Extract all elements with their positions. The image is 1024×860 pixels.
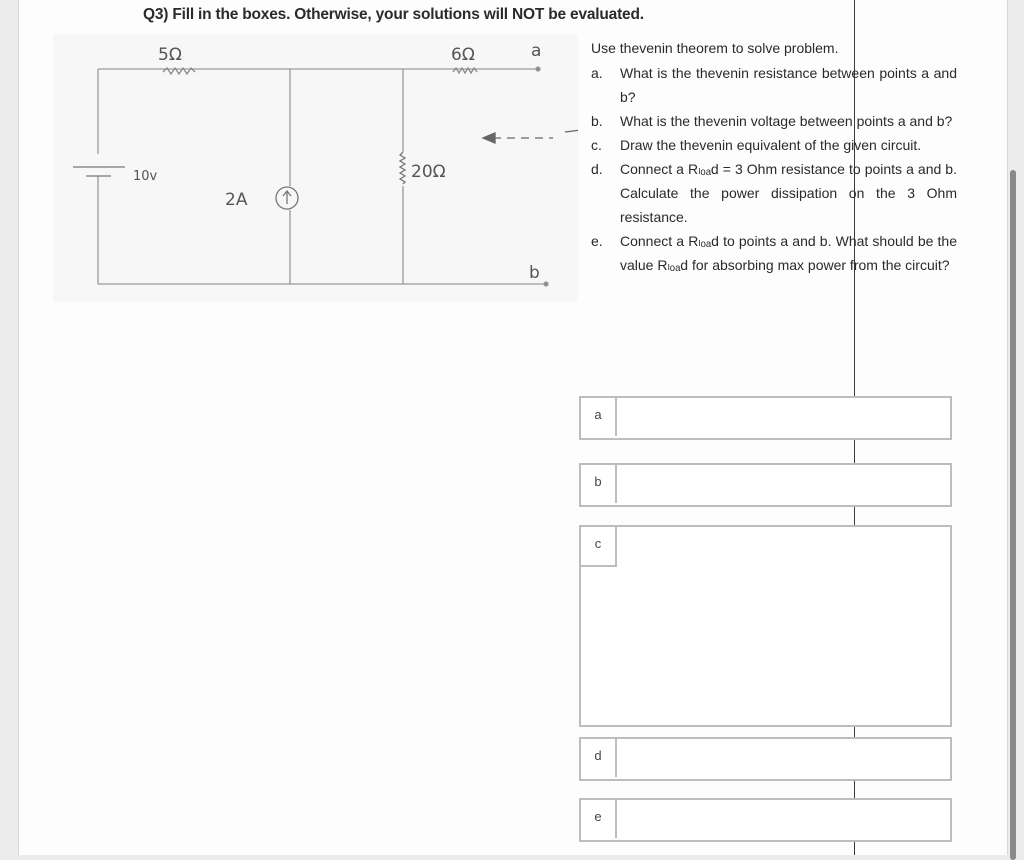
label-node-a: a [531, 41, 542, 61]
question-a [591, 61, 957, 109]
answer-box-b-field[interactable] [619, 465, 950, 505]
question-text [591, 36, 957, 277]
terminal-a [536, 67, 540, 71]
question-c-marker: c. [591, 137, 602, 153]
label-10v: 10v [133, 169, 158, 184]
question-b [591, 109, 957, 133]
answer-box-a-label: a [581, 398, 617, 436]
label-2a: 2A [225, 190, 248, 210]
answer-box-d [579, 737, 952, 781]
answer-box-c [579, 525, 952, 727]
intro-text: Use thevenin theorem to solve problem. [591, 40, 839, 56]
question-list [591, 61, 957, 277]
label-20-ohm: 20Ω [411, 162, 446, 182]
question-b-marker: b. [591, 113, 603, 129]
answer-box-e-label: e [581, 800, 617, 838]
answer-box-b [579, 463, 952, 507]
answer-box-d-field[interactable] [619, 739, 950, 779]
question-title: Q3) Fill in the boxes. Otherwise, your solutions will NOT be evaluated. [143, 6, 644, 23]
answer-box-c-label: c [581, 527, 617, 567]
scrollbar[interactable] [1010, 170, 1016, 860]
answer-box-e-field[interactable] [619, 800, 950, 840]
answer-box-d-label: d [581, 739, 617, 777]
question-d-text: Connect a Rₗₒₐd = 3 Ohm resistance to points a and b. Calculate the power dissipation on the 3 Ohm resistance. [620, 161, 957, 225]
question-a-text: What is the thevenin resistance between points a and b? [620, 65, 957, 105]
circuit-diagram [53, 34, 578, 304]
label-6-ohm: 6Ω [451, 45, 475, 65]
answer-box-a [579, 396, 952, 440]
question-e-marker: e. [591, 233, 603, 249]
answer-box-e [579, 798, 952, 842]
label-node-b: b [529, 263, 540, 283]
answer-box-b-label: b [581, 465, 617, 503]
terminal-b [544, 282, 548, 286]
question-d-marker: d. [591, 161, 603, 177]
diagram-background [53, 34, 578, 302]
question-b-text: What is the thevenin voltage between points a and b? [620, 113, 953, 129]
question-c [591, 133, 957, 157]
label-5-ohm: 5Ω [158, 45, 182, 65]
question-e [591, 229, 957, 277]
question-e-text: Connect a Rₗₒₐd to points a and b. What should be the value Rₗₒₐd for absorbing max power from the circuit? [620, 233, 957, 273]
answer-box-a-field[interactable] [619, 398, 950, 438]
question-c-text: Draw the thevenin equivalent of the given circuit. [620, 137, 922, 153]
question-d [591, 157, 957, 229]
question-a-marker: a. [591, 65, 603, 81]
answer-box-c-field[interactable] [619, 527, 950, 725]
